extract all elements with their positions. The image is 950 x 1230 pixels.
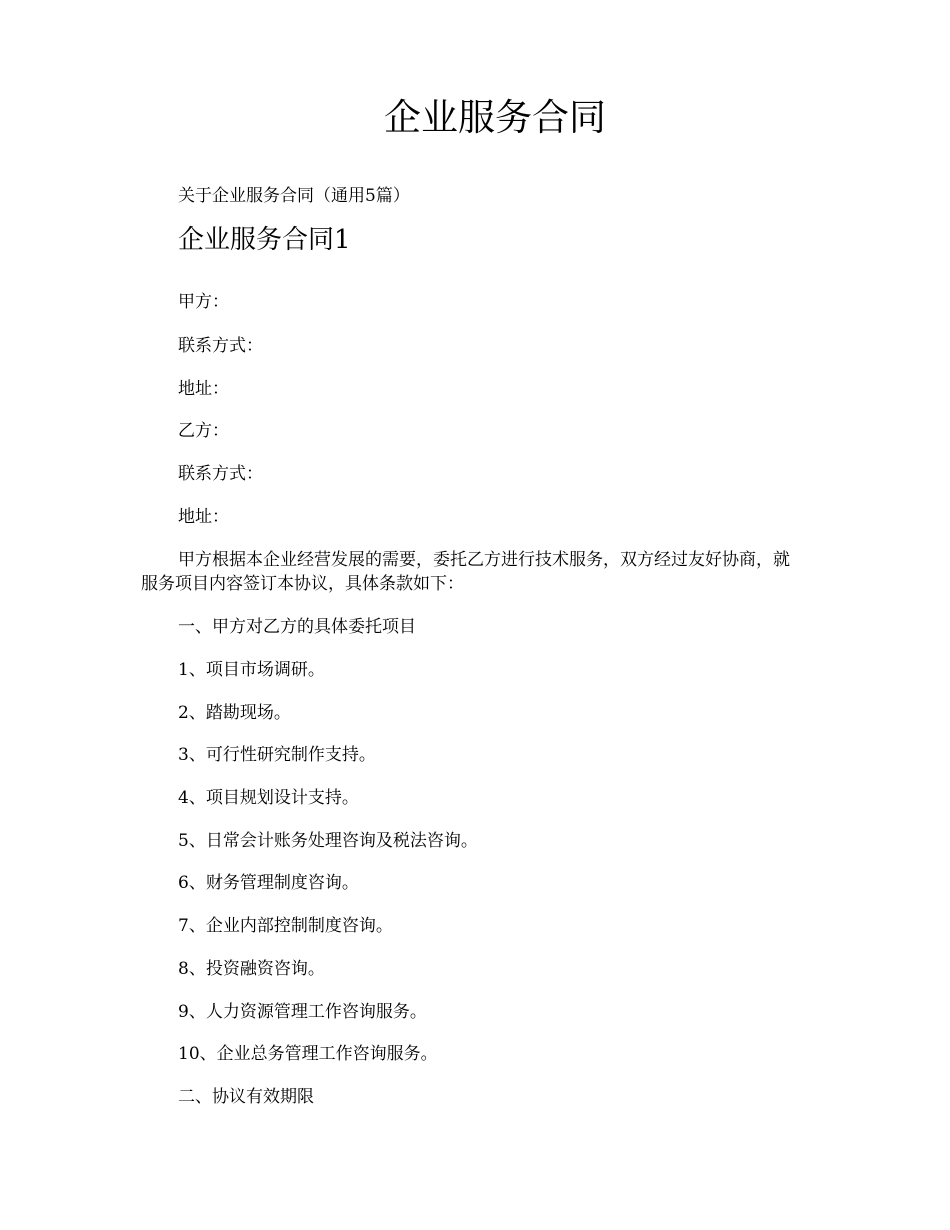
list-item: 3、可行性研究制作支持。 (178, 745, 376, 765)
section-heading: 企业服务合同1 (178, 225, 351, 255)
clause-2-heading: 二、协议有效期限 (178, 1087, 314, 1107)
intro-paragraph: 甲方根据本企业经营发展的需要，委托乙方进行技术服务，双方经过友好协商，就服务项目内容签订本协议，具体条款如下： (141, 550, 790, 594)
list-item: 10、企业总务管理工作咨询服务。 (178, 1044, 438, 1064)
party-a-contact-label: 联系方式： (178, 336, 263, 356)
list-item: 5、日常会计账务处理咨询及税法咨询。 (178, 831, 478, 851)
list-item: 8、投资融资咨询。 (178, 959, 325, 979)
list-item: 2、踏勘现场。 (178, 703, 291, 723)
party-a-label: 甲方： (178, 292, 229, 312)
document-subtitle: 关于企业服务合同（通用5篇） (178, 186, 410, 206)
party-b-address-label: 地址： (178, 507, 229, 527)
list-item: 6、财务管理制度咨询。 (178, 873, 359, 893)
document-title: 企业服务合同 (384, 96, 606, 139)
party-b-contact-label: 联系方式： (178, 464, 263, 484)
list-item: 9、人力资源管理工作咨询服务。 (178, 1002, 427, 1022)
list-item: 7、企业内部控制制度咨询。 (178, 916, 393, 936)
list-item: 1、项目市场调研。 (178, 660, 325, 680)
list-item: 4、项目规划设计支持。 (178, 788, 359, 808)
clause-1-heading: 一、甲方对乙方的具体委托项目 (178, 617, 416, 637)
party-b-label: 乙方： (178, 421, 229, 441)
party-a-address-label: 地址： (178, 379, 229, 399)
